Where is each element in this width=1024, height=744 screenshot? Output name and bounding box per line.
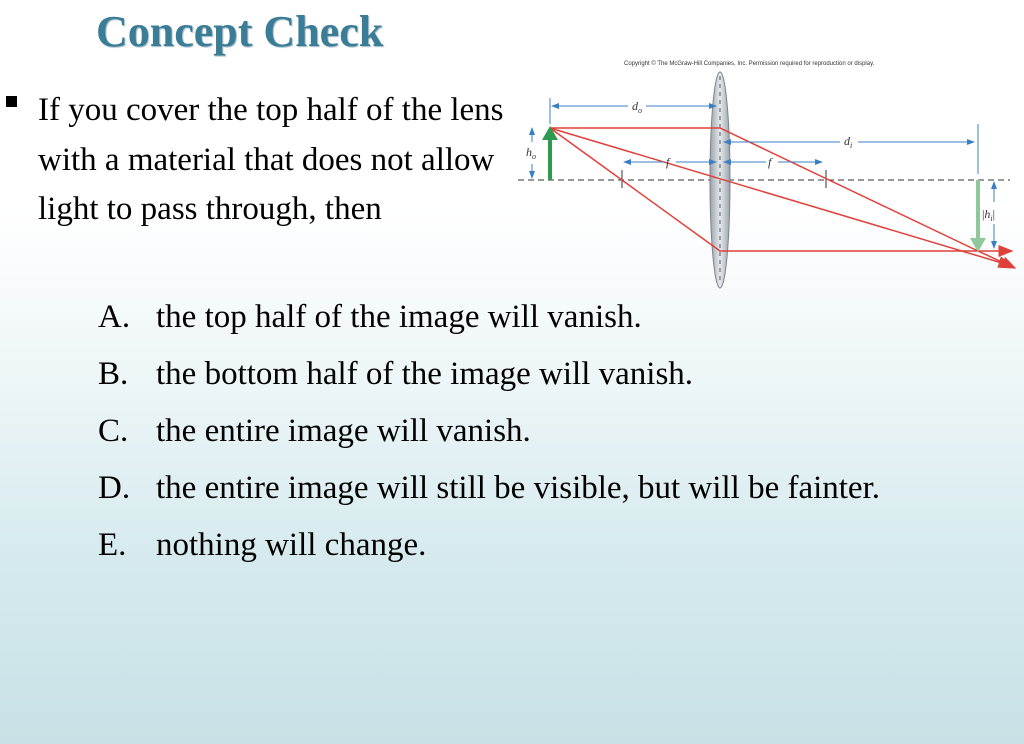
option-letter: E. — [98, 527, 127, 563]
hi-label: $|h_i|$ — [982, 207, 996, 223]
option-letter: D. — [98, 470, 131, 506]
question-text: If you cover the top half of the lens with a material that does not allow light to pass through, then — [38, 92, 504, 227]
option-text: the bottom half of the image will vanish. — [156, 356, 694, 392]
answer-options — [98, 292, 978, 577]
focal-ray — [550, 128, 1012, 251]
option-text: nothing will change. — [156, 527, 427, 563]
option-letter: A. — [98, 299, 131, 335]
central-ray — [550, 128, 1012, 266]
option-text: the entire image will still be visible, but will be fainter. — [156, 470, 881, 506]
bullet-marker — [6, 96, 17, 107]
focal-length-label-right: f — [768, 155, 772, 169]
image-arrow-head — [970, 238, 986, 252]
slide-title: Concept Check — [96, 7, 384, 56]
di-label: $d_i$ — [844, 134, 853, 150]
option-d — [98, 463, 978, 513]
option-letter: B. — [98, 356, 129, 392]
option-c — [98, 406, 978, 456]
option-a — [98, 292, 978, 342]
focal-length-label-left: f — [666, 155, 670, 169]
option-text: the top half of the image will vanish. — [156, 299, 642, 335]
copyright-notice: Copyright © The McGraw-Hill Companies, Inc. Permission required for reproduction or display. — [624, 61, 875, 67]
option-e — [98, 520, 978, 570]
do-label: $d_o$ — [632, 99, 642, 115]
option-b — [98, 349, 978, 399]
lens-ray-diagram — [500, 70, 1020, 292]
option-text: the entire image will vanish. — [156, 413, 531, 449]
ho-label: $h_o$ — [526, 145, 536, 161]
option-letter: C. — [98, 413, 129, 449]
